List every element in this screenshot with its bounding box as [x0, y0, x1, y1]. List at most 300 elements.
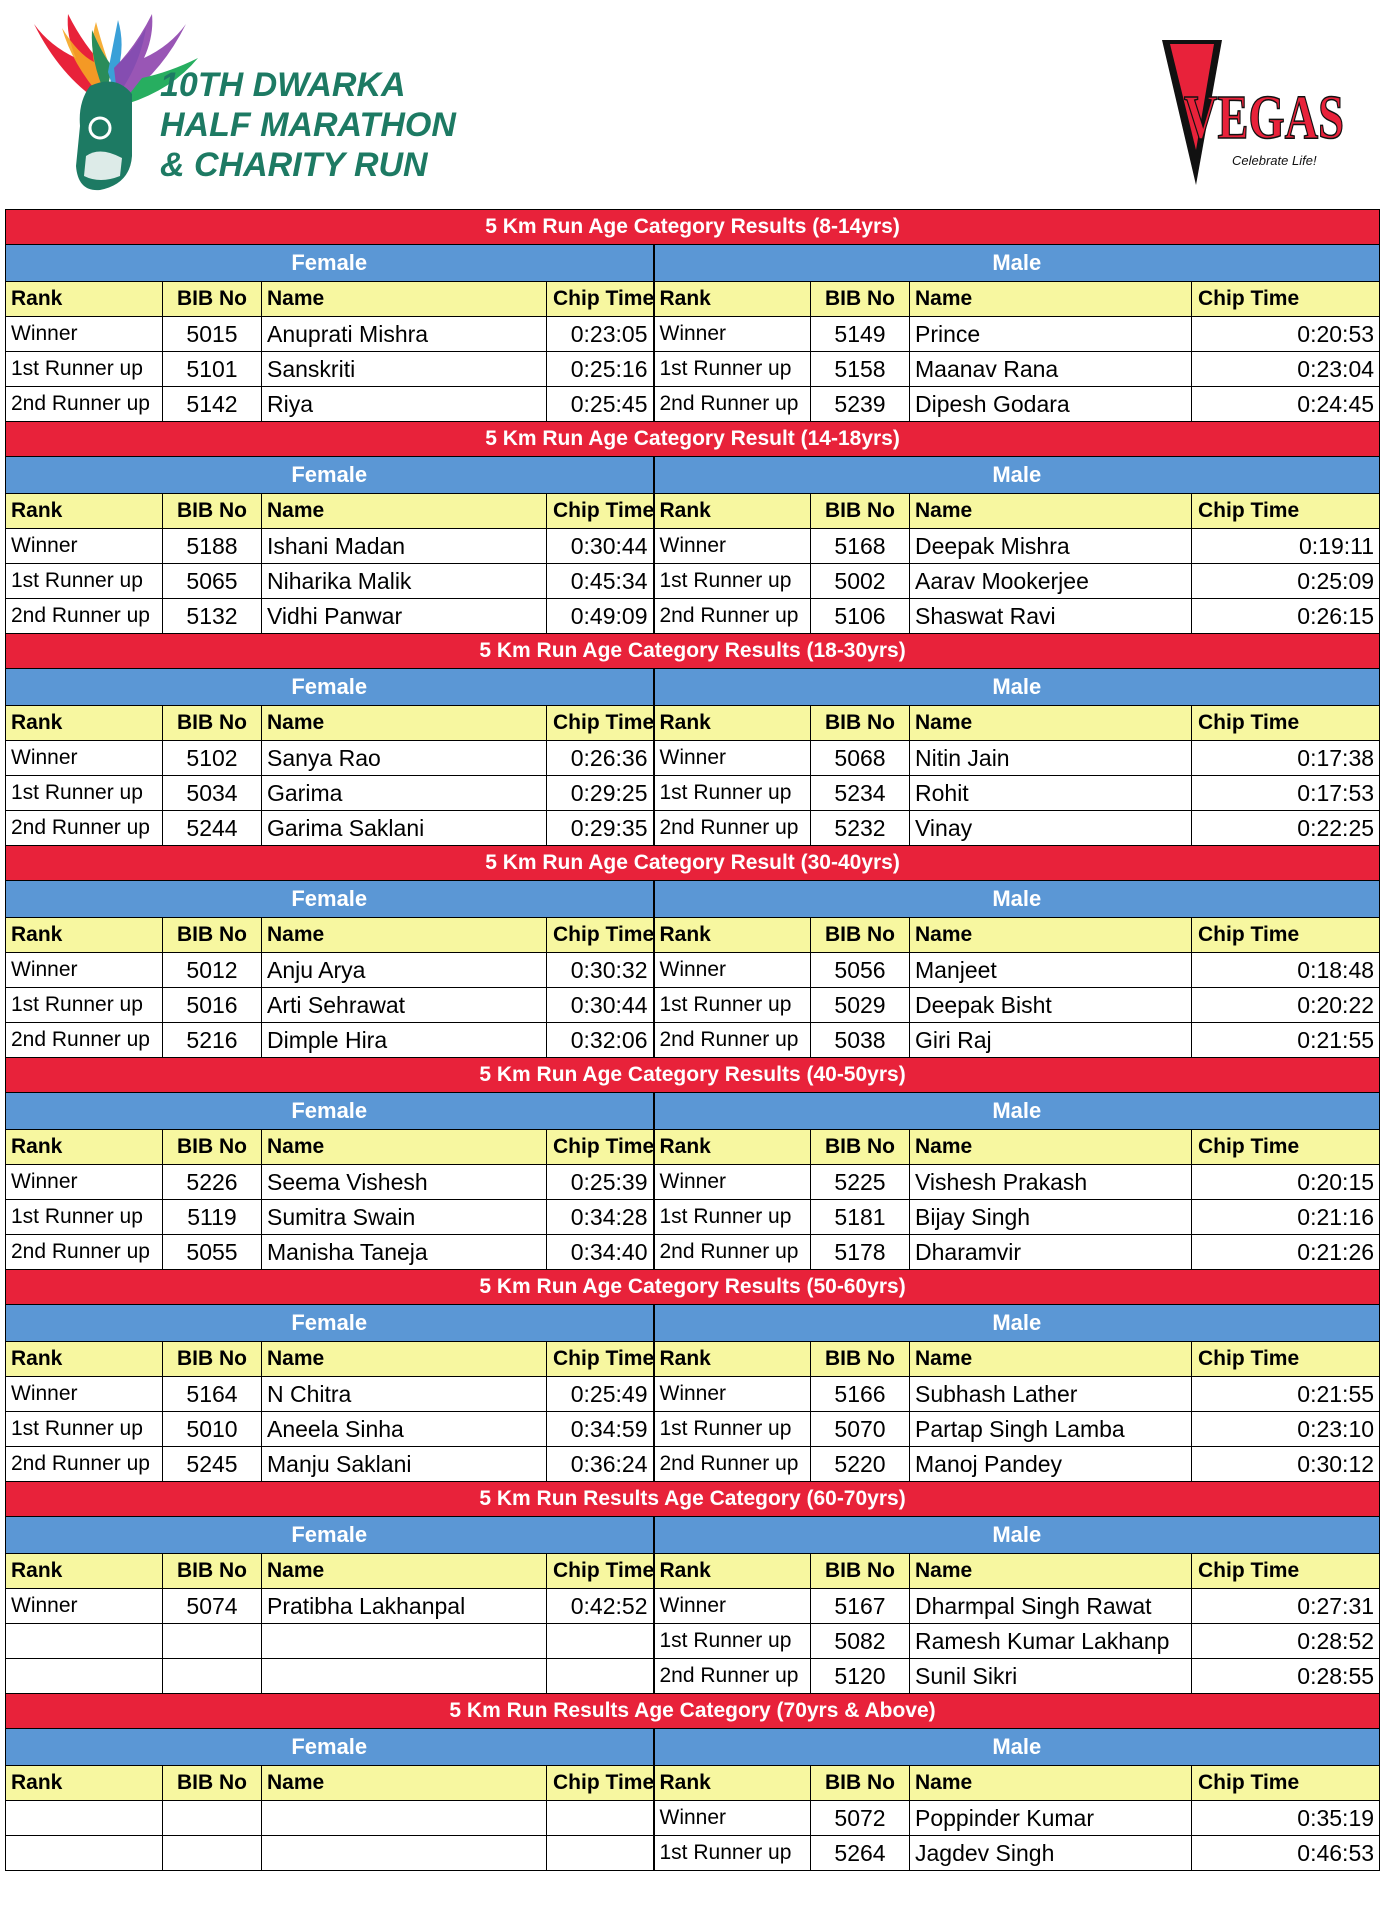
female-chip-time: 0:25:45 [547, 387, 654, 422]
name-header: Name [262, 1766, 547, 1801]
female-name: Arti Sehrawat [262, 988, 547, 1023]
female-chip-time [547, 1801, 654, 1836]
male-bib: 5070 [811, 1412, 910, 1447]
rank-header: Rank [654, 1130, 811, 1165]
female-chip-time: 0:34:28 [547, 1200, 654, 1235]
column-header-row [6, 282, 1380, 317]
female-rank [6, 1801, 163, 1836]
male-rank: Winner [654, 1165, 811, 1200]
category-title: 5 Km Run Age Category Results (50-60yrs) [6, 1270, 1380, 1305]
male-chip-time: 0:19:11 [1192, 529, 1380, 564]
female-name [262, 1801, 547, 1836]
male-chip-time: 0:27:31 [1192, 1589, 1380, 1624]
rank-header: Rank [6, 1130, 163, 1165]
male-name: Vinay [910, 811, 1192, 846]
female-chip-time [547, 1659, 654, 1694]
table-row [6, 776, 1380, 811]
male-chip-time: 0:23:10 [1192, 1412, 1380, 1447]
male-rank: 2nd Runner up [654, 1659, 811, 1694]
category-title: 5 Km Run Results Age Category (60-70yrs) [6, 1482, 1380, 1517]
chip-time-header: Chip Time [547, 1342, 654, 1377]
table-row [6, 1200, 1380, 1235]
male-bib: 5178 [811, 1235, 910, 1270]
female-bib: 5101 [163, 352, 262, 387]
event-title-line2: HALF MARATHON [160, 106, 456, 144]
female-name: Manisha Taneja [262, 1235, 547, 1270]
female-chip-time: 0:30:44 [547, 988, 654, 1023]
name-header: Name [910, 1130, 1192, 1165]
category-title-row [6, 422, 1380, 457]
male-name: Dharmpal Singh Rawat [910, 1589, 1192, 1624]
female-chip-time: 0:36:24 [547, 1447, 654, 1482]
female-bib: 5074 [163, 1589, 262, 1624]
male-name: Manoj Pandey [910, 1447, 1192, 1482]
male-bib: 5167 [811, 1589, 910, 1624]
male-name: Aarav Mookerjee [910, 564, 1192, 599]
table-row [6, 564, 1380, 599]
female-rank: Winner [6, 317, 163, 352]
female-bib: 5132 [163, 599, 262, 634]
male-name: Bijay Singh [910, 1200, 1192, 1235]
female-rank: 1st Runner up [6, 564, 163, 599]
female-rank: 2nd Runner up [6, 811, 163, 846]
rank-header: Rank [654, 706, 811, 741]
rank-header: Rank [6, 282, 163, 317]
category-title: 5 Km Run Age Category Result (30-40yrs) [6, 846, 1380, 881]
female-bib [163, 1624, 262, 1659]
table-row [6, 953, 1380, 988]
name-header: Name [910, 918, 1192, 953]
category-title-row [6, 1270, 1380, 1305]
chip-time-header: Chip Time [547, 918, 654, 953]
male-rank: Winner [654, 1589, 811, 1624]
female-chip-time: 0:23:05 [547, 317, 654, 352]
female-name: N Chitra [262, 1377, 547, 1412]
table-row [6, 1377, 1380, 1412]
table-row [6, 1589, 1380, 1624]
female-bib: 5216 [163, 1023, 262, 1058]
column-header-row [6, 706, 1380, 741]
female-header: Female [6, 1093, 654, 1130]
table-row [6, 1624, 1380, 1659]
category-title-row [6, 1482, 1380, 1517]
male-rank: 1st Runner up [654, 988, 811, 1023]
gender-header-row [6, 245, 1380, 282]
name-header: Name [910, 1342, 1192, 1377]
male-name: Partap Singh Lamba [910, 1412, 1192, 1447]
name-header: Name [262, 706, 547, 741]
male-name: Dipesh Godara [910, 387, 1192, 422]
table-row [6, 529, 1380, 564]
female-chip-time: 0:45:34 [547, 564, 654, 599]
male-bib: 5166 [811, 1377, 910, 1412]
male-rank: 1st Runner up [654, 1200, 811, 1235]
female-name: Manju Saklani [262, 1447, 547, 1482]
name-header: Name [262, 1342, 547, 1377]
female-name [262, 1624, 547, 1659]
male-name: Prince [910, 317, 1192, 352]
event-title-line3: & CHARITY RUN [160, 146, 428, 184]
bib-header: BIB No [163, 1554, 262, 1589]
female-bib: 5012 [163, 953, 262, 988]
rank-header: Rank [6, 706, 163, 741]
male-bib: 5234 [811, 776, 910, 811]
male-bib: 5002 [811, 564, 910, 599]
male-rank: 2nd Runner up [654, 1023, 811, 1058]
female-name: Garima [262, 776, 547, 811]
category-title: 5 Km Run Age Category Results (40-50yrs) [6, 1058, 1380, 1093]
female-chip-time: 0:30:44 [547, 529, 654, 564]
male-bib: 5038 [811, 1023, 910, 1058]
female-name [262, 1836, 547, 1871]
bib-header: BIB No [811, 1554, 910, 1589]
male-rank: Winner [654, 1801, 811, 1836]
male-rank: 1st Runner up [654, 1624, 811, 1659]
female-name: Sumitra Swain [262, 1200, 547, 1235]
bib-header: BIB No [163, 1766, 262, 1801]
female-bib: 5065 [163, 564, 262, 599]
chip-time-header: Chip Time [547, 282, 654, 317]
table-row [6, 317, 1380, 352]
bib-header: BIB No [163, 1130, 262, 1165]
male-bib: 5239 [811, 387, 910, 422]
category-title-row [6, 846, 1380, 881]
bib-header: BIB No [811, 1766, 910, 1801]
male-chip-time: 0:18:48 [1192, 953, 1380, 988]
chip-time-header: Chip Time [1192, 1554, 1380, 1589]
male-name: Sunil Sikri [910, 1659, 1192, 1694]
female-chip-time: 0:25:49 [547, 1377, 654, 1412]
female-name: Ishani Madan [262, 529, 547, 564]
female-bib: 5010 [163, 1412, 262, 1447]
male-rank: 2nd Runner up [654, 387, 811, 422]
female-header: Female [6, 245, 654, 282]
column-header-row [6, 1130, 1380, 1165]
female-rank: Winner [6, 741, 163, 776]
sponsor-logo [1162, 40, 1348, 185]
female-bib: 5034 [163, 776, 262, 811]
male-header: Male [654, 1093, 1380, 1130]
bib-header: BIB No [163, 706, 262, 741]
chip-time-header: Chip Time [1192, 1130, 1380, 1165]
bib-header: BIB No [811, 918, 910, 953]
event-title-line1: 10TH DWARKA [160, 66, 406, 104]
female-rank: 1st Runner up [6, 1200, 163, 1235]
male-header: Male [654, 1729, 1380, 1766]
table-row [6, 811, 1380, 846]
rank-header: Rank [6, 1342, 163, 1377]
female-name: Vidhi Panwar [262, 599, 547, 634]
male-rank: Winner [654, 529, 811, 564]
female-bib: 5244 [163, 811, 262, 846]
male-bib: 5120 [811, 1659, 910, 1694]
female-bib: 5016 [163, 988, 262, 1023]
male-chip-time: 0:17:38 [1192, 741, 1380, 776]
rank-header: Rank [6, 1554, 163, 1589]
male-chip-time: 0:30:12 [1192, 1447, 1380, 1482]
female-header: Female [6, 1517, 654, 1554]
male-bib: 5264 [811, 1836, 910, 1871]
female-bib: 5055 [163, 1235, 262, 1270]
female-rank: 1st Runner up [6, 352, 163, 387]
chip-time-header: Chip Time [1192, 1342, 1380, 1377]
female-name: Dimple Hira [262, 1023, 547, 1058]
male-chip-time: 0:17:53 [1192, 776, 1380, 811]
female-bib: 5245 [163, 1447, 262, 1482]
male-rank: 1st Runner up [654, 776, 811, 811]
female-name: Sanskriti [262, 352, 547, 387]
female-bib: 5226 [163, 1165, 262, 1200]
gender-header-row [6, 1305, 1380, 1342]
rank-header: Rank [6, 918, 163, 953]
female-chip-time [547, 1836, 654, 1871]
male-bib: 5168 [811, 529, 910, 564]
male-name: Ramesh Kumar Lakhanp [910, 1624, 1192, 1659]
column-header-row [6, 494, 1380, 529]
male-chip-time: 0:21:55 [1192, 1023, 1380, 1058]
female-rank [6, 1836, 163, 1871]
gender-header-row [6, 457, 1380, 494]
male-rank: 2nd Runner up [654, 811, 811, 846]
gender-header-row [6, 1093, 1380, 1130]
male-name: Dharamvir [910, 1235, 1192, 1270]
female-rank: Winner [6, 1377, 163, 1412]
male-chip-time: 0:20:22 [1192, 988, 1380, 1023]
male-rank: 2nd Runner up [654, 599, 811, 634]
male-name: Manjeet [910, 953, 1192, 988]
bib-header: BIB No [811, 282, 910, 317]
female-name: Aneela Sinha [262, 1412, 547, 1447]
name-header: Name [262, 1554, 547, 1589]
female-header: Female [6, 669, 654, 706]
table-row [6, 1023, 1380, 1058]
female-rank: Winner [6, 953, 163, 988]
bib-header: BIB No [163, 918, 262, 953]
category-title: 5 Km Run Age Category Results (18-30yrs) [6, 634, 1380, 669]
male-rank: 2nd Runner up [654, 1235, 811, 1270]
female-header: Female [6, 881, 654, 918]
table-row [6, 988, 1380, 1023]
male-chip-time: 0:35:19 [1192, 1801, 1380, 1836]
female-bib [163, 1836, 262, 1871]
male-name: Shaswat Ravi [910, 599, 1192, 634]
female-rank: 2nd Runner up [6, 1023, 163, 1058]
category-title-row [6, 1058, 1380, 1093]
table-row [6, 1836, 1380, 1871]
male-name: Giri Raj [910, 1023, 1192, 1058]
female-chip-time: 0:42:52 [547, 1589, 654, 1624]
chip-time-header: Chip Time [1192, 282, 1380, 317]
male-bib: 5056 [811, 953, 910, 988]
female-bib: 5164 [163, 1377, 262, 1412]
bib-header: BIB No [163, 1342, 262, 1377]
male-chip-time: 0:22:25 [1192, 811, 1380, 846]
female-name [262, 1659, 547, 1694]
male-header: Male [654, 1517, 1380, 1554]
male-name: Deepak Bisht [910, 988, 1192, 1023]
category-title: 5 Km Run Age Category Result (14-18yrs) [6, 422, 1380, 457]
table-row [6, 387, 1380, 422]
sponsor-tagline: Celebrate Life! [1232, 153, 1317, 168]
female-bib: 5102 [163, 741, 262, 776]
female-name: Pratibha Lakhanpal [262, 1589, 547, 1624]
results-table-container [5, 209, 1379, 1871]
female-chip-time: 0:29:25 [547, 776, 654, 811]
table-row [6, 1801, 1380, 1836]
sponsor-name: VEGAS [1184, 84, 1344, 152]
chip-time-header: Chip Time [547, 1554, 654, 1589]
male-chip-time: 0:23:04 [1192, 352, 1380, 387]
female-bib [163, 1801, 262, 1836]
bib-header: BIB No [811, 1342, 910, 1377]
male-rank: 1st Runner up [654, 1412, 811, 1447]
female-chip-time: 0:26:36 [547, 741, 654, 776]
male-name: Deepak Mishra [910, 529, 1192, 564]
female-bib: 5119 [163, 1200, 262, 1235]
column-header-row [6, 1342, 1380, 1377]
male-chip-time: 0:25:09 [1192, 564, 1380, 599]
female-bib: 5188 [163, 529, 262, 564]
category-title-row [6, 1694, 1380, 1729]
male-bib: 5029 [811, 988, 910, 1023]
male-rank: Winner [654, 953, 811, 988]
female-rank [6, 1624, 163, 1659]
female-rank: Winner [6, 1165, 163, 1200]
table-row [6, 1165, 1380, 1200]
gender-header-row [6, 669, 1380, 706]
chip-time-header: Chip Time [1192, 1766, 1380, 1801]
female-chip-time: 0:49:09 [547, 599, 654, 634]
table-row [6, 1412, 1380, 1447]
male-rank: 1st Runner up [654, 352, 811, 387]
table-row [6, 1235, 1380, 1270]
rank-header: Rank [6, 494, 163, 529]
female-rank: Winner [6, 529, 163, 564]
female-chip-time: 0:34:40 [547, 1235, 654, 1270]
female-name: Anju Arya [262, 953, 547, 988]
table-row [6, 599, 1380, 634]
female-rank: 1st Runner up [6, 988, 163, 1023]
chip-time-header: Chip Time [1192, 494, 1380, 529]
chip-time-header: Chip Time [547, 706, 654, 741]
gender-header-row [6, 881, 1380, 918]
table-row [6, 1447, 1380, 1482]
table-row [6, 741, 1380, 776]
male-header: Male [654, 881, 1380, 918]
rank-header: Rank [654, 1342, 811, 1377]
category-title: 5 Km Run Age Category Results (8-14yrs) [6, 210, 1380, 245]
female-rank: 1st Runner up [6, 776, 163, 811]
female-name: Riya [262, 387, 547, 422]
category-title-row [6, 210, 1380, 245]
name-header: Name [910, 282, 1192, 317]
chip-time-header: Chip Time [1192, 706, 1380, 741]
male-bib: 5082 [811, 1624, 910, 1659]
male-rank: Winner [654, 741, 811, 776]
table-row [6, 1659, 1380, 1694]
female-rank [6, 1659, 163, 1694]
female-chip-time: 0:29:35 [547, 811, 654, 846]
bib-header: BIB No [811, 1130, 910, 1165]
category-title: 5 Km Run Results Age Category (70yrs & Above) [6, 1694, 1380, 1729]
male-chip-time: 0:21:55 [1192, 1377, 1380, 1412]
bib-header: BIB No [811, 706, 910, 741]
male-name: Nitin Jain [910, 741, 1192, 776]
column-header-row [6, 1554, 1380, 1589]
column-header-row [6, 1766, 1380, 1801]
female-rank: 2nd Runner up [6, 1447, 163, 1482]
male-rank: 1st Runner up [654, 1836, 811, 1871]
rank-header: Rank [654, 282, 811, 317]
female-rank: 2nd Runner up [6, 1235, 163, 1270]
male-bib: 5149 [811, 317, 910, 352]
male-chip-time: 0:21:16 [1192, 1200, 1380, 1235]
male-chip-time: 0:26:15 [1192, 599, 1380, 634]
male-rank: 2nd Runner up [654, 1447, 811, 1482]
female-chip-time: 0:32:06 [547, 1023, 654, 1058]
male-bib: 5220 [811, 1447, 910, 1482]
female-chip-time [547, 1624, 654, 1659]
name-header: Name [910, 1766, 1192, 1801]
name-header: Name [262, 282, 547, 317]
name-header: Name [910, 706, 1192, 741]
male-name: Poppinder Kumar [910, 1801, 1192, 1836]
female-rank: 2nd Runner up [6, 599, 163, 634]
female-rank: Winner [6, 1589, 163, 1624]
male-bib: 5181 [811, 1200, 910, 1235]
male-header: Male [654, 245, 1380, 282]
male-chip-time: 0:28:52 [1192, 1624, 1380, 1659]
female-header: Female [6, 457, 654, 494]
rank-header: Rank [654, 494, 811, 529]
bib-header: BIB No [163, 282, 262, 317]
female-chip-time: 0:34:59 [547, 1412, 654, 1447]
male-bib: 5225 [811, 1165, 910, 1200]
name-header: Name [910, 1554, 1192, 1589]
rank-header: Rank [654, 918, 811, 953]
name-header: Name [262, 918, 547, 953]
female-name: Garima Saklani [262, 811, 547, 846]
female-chip-time: 0:30:32 [547, 953, 654, 988]
male-name: Vishesh Prakash [910, 1165, 1192, 1200]
female-chip-time: 0:25:39 [547, 1165, 654, 1200]
female-name: Niharika Malik [262, 564, 547, 599]
male-bib: 5106 [811, 599, 910, 634]
male-rank: Winner [654, 1377, 811, 1412]
male-header: Male [654, 457, 1380, 494]
male-name: Jagdev Singh [910, 1836, 1192, 1871]
chip-time-header: Chip Time [547, 494, 654, 529]
male-chip-time: 0:46:53 [1192, 1836, 1380, 1871]
male-header: Male [654, 1305, 1380, 1342]
female-header: Female [6, 1729, 654, 1766]
chip-time-header: Chip Time [547, 1766, 654, 1801]
female-bib [163, 1659, 262, 1694]
results-table [5, 209, 1380, 1871]
male-rank: Winner [654, 317, 811, 352]
male-chip-time: 0:28:55 [1192, 1659, 1380, 1694]
male-bib: 5072 [811, 1801, 910, 1836]
male-chip-time: 0:21:26 [1192, 1235, 1380, 1270]
column-header-row [6, 918, 1380, 953]
table-row [6, 352, 1380, 387]
name-header: Name [262, 494, 547, 529]
male-name: Subhash Lather [910, 1377, 1192, 1412]
male-header: Male [654, 669, 1380, 706]
female-name: Sanya Rao [262, 741, 547, 776]
event-logo [20, 6, 456, 196]
female-rank: 1st Runner up [6, 1412, 163, 1447]
